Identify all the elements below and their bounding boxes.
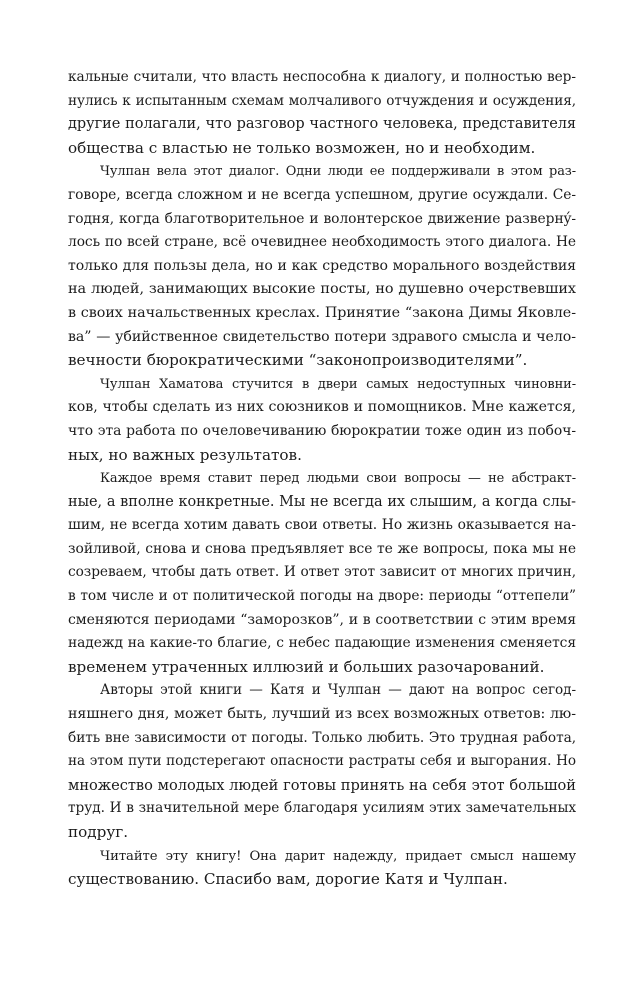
text-line: Читайте эту книгу! Она дарит надежду, придает смысл нашему xyxy=(100,848,576,864)
text-line: Чулпан вела этот диалог. Одни люди ее поддерживали в этом раз- xyxy=(100,164,576,180)
paragraph-3 xyxy=(68,373,576,467)
text-line: зойливой, снова и снова предъявляет все те же вопросы, пока мы не xyxy=(68,540,576,557)
text-line: временем утраченных иллюзий и больших разочарований. xyxy=(68,657,545,676)
text-line: ные, а вполне конкретные. Мы не всегда их слышим, а когда слы- xyxy=(68,493,576,510)
text-line: бить вне зависимости от погоды. Только любить. Это трудная работа, xyxy=(68,729,576,746)
text-line: общества с властью не только возможен, но и необходим. xyxy=(68,138,536,157)
text-line: кальные считали, что власть неспособна к диалогу, и полностью вер- xyxy=(68,69,576,85)
paragraph-5 xyxy=(68,679,576,844)
text-line: множество молодых людей готовы принять на себя этот большой xyxy=(68,776,576,794)
text-line: в своих начальственных креслах. Принятие “закона Димы Яковле- xyxy=(68,304,576,321)
text-line: вечности бюрократическими “законопроизводителями”. xyxy=(68,351,528,370)
text-line: Каждое время ставит перед людьми свои вопросы — не абстракт- xyxy=(100,471,576,487)
text-line: существованию. Спасибо вам, дорогие Катя и Чулпан. xyxy=(68,870,508,889)
text-line: в том числе и от политической погоды на дворе: периоды “оттепели” xyxy=(68,588,576,605)
page-body-text xyxy=(68,66,576,892)
text-line: подруг. xyxy=(68,823,129,841)
text-line: другие полагали, что разговор частного человека, представителя xyxy=(68,116,576,133)
text-line: только для пользы дела, но и как средство морального воздействия xyxy=(68,257,576,274)
paragraph-1 xyxy=(68,66,576,160)
paragraph-6 xyxy=(68,845,576,892)
text-line: на этом пути подстерегают опасности растраты себя и выгорания. Но xyxy=(68,753,576,770)
paragraph-2 xyxy=(68,160,576,372)
text-line: Чулпан Хаматова стучится в двери самых недоступных чиновни- xyxy=(100,376,576,392)
text-line: на людей, занимающих высокие посты, но душевно очерствевших xyxy=(68,281,576,298)
text-line: ва” — убийственное свидетельство потери здравого смысла и чело- xyxy=(68,328,576,345)
text-line: Авторы этой книги — Катя и Чулпан — дают на вопрос сегод- xyxy=(100,682,576,699)
text-line: ных, но важных результатов. xyxy=(68,445,302,464)
text-line: надежд на какие-то благие, с небес падающие изменения сменяется xyxy=(68,635,576,652)
text-line: сменяются периодами “заморозков”, и в соответствии с этим время xyxy=(68,611,576,628)
paragraph-4 xyxy=(68,467,576,679)
text-line: труд. И в значительной мере благодаря усилиям этих замечательных xyxy=(68,800,576,817)
text-line: годня, когда благотворительное и волонтерское движение развернý- xyxy=(68,210,576,227)
text-line: говоре, всегда сложном и не всегда успешном, другие осуждали. Се- xyxy=(68,186,576,203)
text-line: лось по всей стране, всё очевиднее необходимость этого диалога. Не xyxy=(68,234,576,251)
text-line: шим, не всегда хотим давать свои ответы. Но жизнь оказывается на- xyxy=(68,517,576,534)
text-line: что эта работа по очеловечиванию бюрократии тоже один из побоч- xyxy=(68,422,576,439)
text-line: созреваем, чтобы дать ответ. И ответ этот зависит от многих причин, xyxy=(68,564,576,581)
text-line: ков, чтобы сделать из них союзников и помощников. Мне кажется, xyxy=(68,399,576,416)
text-line: няшнего дня, может быть, лучший из всех возможных ответов: лю- xyxy=(68,706,576,723)
text-line: нулись к испытанным схемам молчаливого отчуждения и осуждения, xyxy=(68,92,576,109)
